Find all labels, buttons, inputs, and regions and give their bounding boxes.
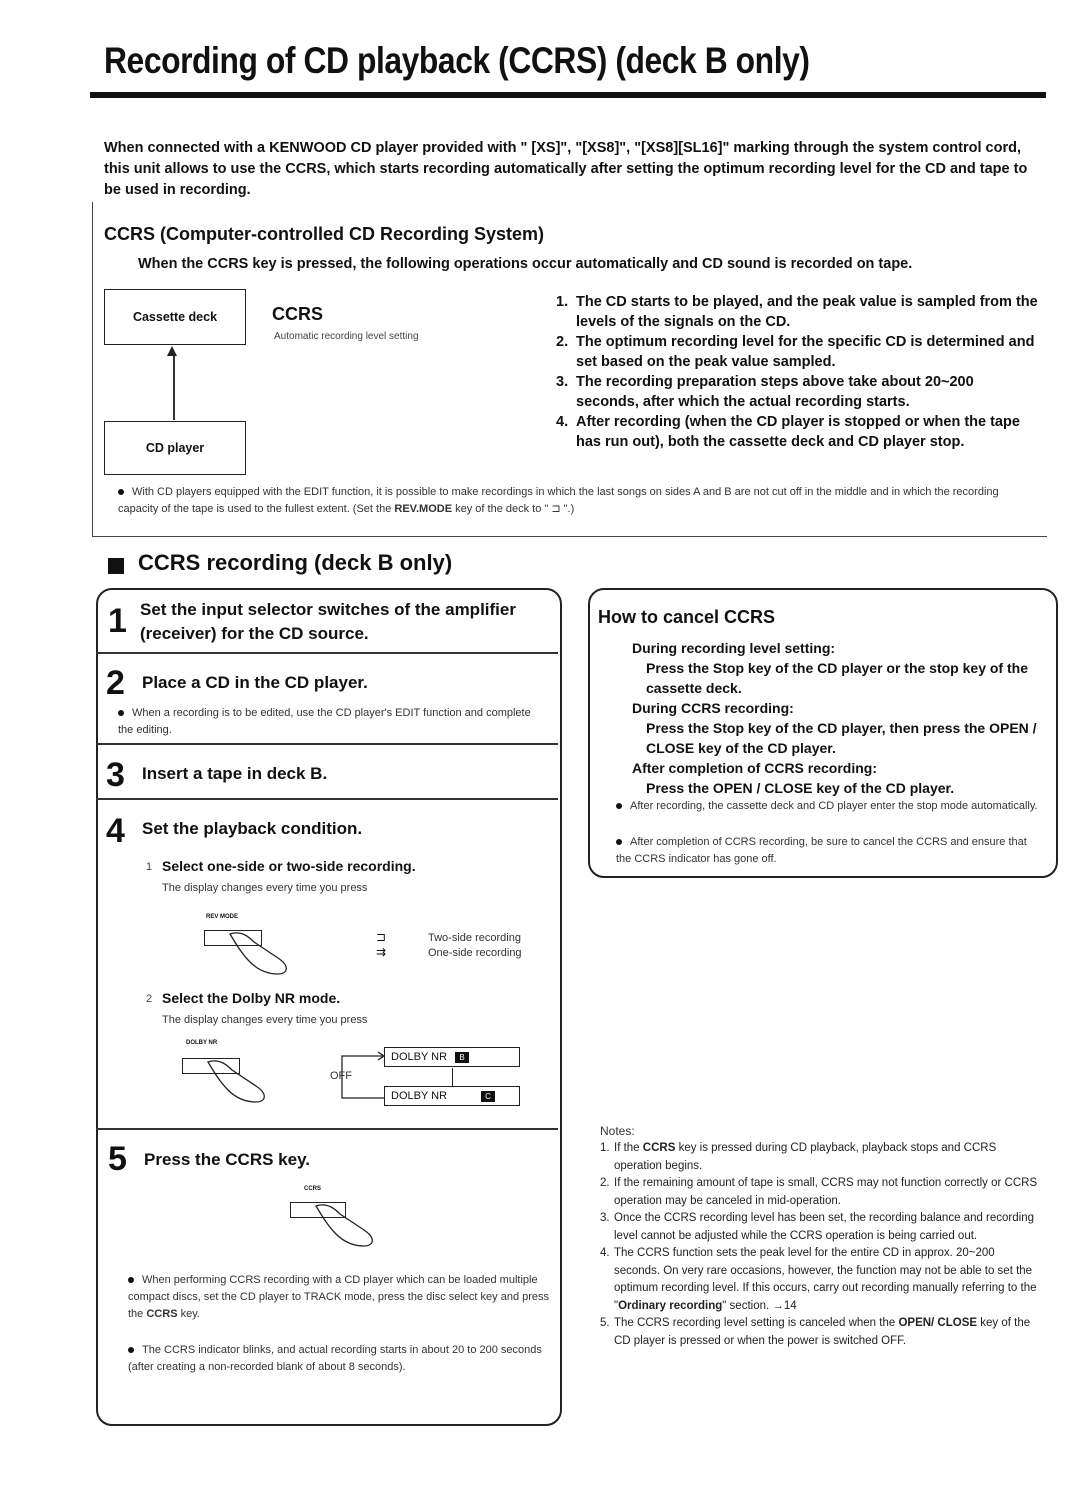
substep-2-text: Select the Dolby NR mode. xyxy=(162,990,341,1006)
dolby-off-label: OFF xyxy=(330,1070,352,1082)
step-4-text: Set the playback condition. xyxy=(142,819,363,838)
note-item: 1. If the CCRS key is pressed during CD playback, playback stops and CCRS operation begins. xyxy=(600,1142,997,1172)
step-3-number: 3 xyxy=(106,756,125,794)
substep-2-note: The display changes every time you press xyxy=(162,1014,368,1026)
intro-text: When connected with a KENWOOD CD player provided with " [XS]", "[XS8]", "[XS8][SL16]" marking through the system control cord, this unit allows to use the CCRS, which starts recording automatically after setting the optimum recording level for the CD and tape to be used in recording. xyxy=(104,140,1028,198)
cd-player-box xyxy=(104,421,246,475)
bullet-icon xyxy=(118,489,124,495)
bullet-icon xyxy=(616,803,622,809)
ccrs-step: 2. The optimum recording level for the specific CD is determined and set based on the peak value sampled. xyxy=(556,334,1035,370)
one-side-symbol: ⇉ xyxy=(376,945,387,959)
cancel-heading-3: After completion of CCRS recording: xyxy=(632,760,878,776)
ccrs-key-label: CCRS xyxy=(304,1186,322,1192)
one-side-label: One-side recording xyxy=(428,947,522,959)
ccrs-step: 1. The CD starts to be played, and the peak value is sampled from the levels of the signals on the CD. xyxy=(556,294,1038,330)
display-connector xyxy=(452,1068,453,1086)
pressing-hand-icon xyxy=(206,1056,276,1104)
note-item: 3. Once the CCRS recording level has been set, the recording balance and recording level cannot be adjusted while the CCRS operation is being carried out. xyxy=(600,1212,1034,1242)
two-side-symbol: ⊐ xyxy=(376,930,387,944)
step-5-number: 5 xyxy=(108,1140,127,1178)
ccrs-subheading: When the CCRS key is pressed, the following operations occur automatically and CD sound is recorded on tape. xyxy=(138,256,913,272)
step-5-note-1: When performing CCRS recording with a CD player which can be loaded multiple compact discs, set the CD player to TRACK mode, press the disc select key and press the CCRS key. xyxy=(128,1274,550,1320)
note-item: 4. The CCRS function sets the peak level for the entire CD in approx. 20~200 seconds. On very rare occasions, however, the function may not be able to set the optimum recording level. If this occurs, carry out recording manually referring to the "Ordinary recording" section. →14 xyxy=(600,1247,1037,1312)
note-item: 5. The CCRS recording level setting is canceled when the OPEN/ CLOSE key of the CD player is pressed or when the power is switched OFF. xyxy=(600,1317,1031,1347)
bullet-icon xyxy=(128,1277,134,1283)
step-divider xyxy=(96,1128,558,1130)
step-divider xyxy=(96,798,558,800)
ccrs-steps-list xyxy=(556,292,1040,452)
notes-list xyxy=(598,1140,1040,1350)
note-item: 2. If the remaining amount of tape is small, CCRS may not function correctly or CCRS operation may be canceled in mid-operation. xyxy=(600,1177,1038,1207)
cancel-text-1: Press the Stop key of the CD player or the stop key of the cassette deck. xyxy=(646,660,1028,696)
bullet-icon xyxy=(616,839,622,845)
dolby-b-indicator: B xyxy=(455,1052,469,1063)
substep-2-number: 2 xyxy=(146,993,153,1005)
cassette-deck-label: Cassette deck xyxy=(132,310,218,324)
cancel-bullet-2: After completion of CCRS recording, be sure to cancel the CCRS and ensure that the CCRS indicator has gone off. xyxy=(616,836,1027,865)
dolby-b-display: DOLBY NR B xyxy=(384,1047,520,1067)
rev-mode-key-label: REV MODE xyxy=(206,914,239,920)
section-marker-icon xyxy=(108,558,124,574)
cancel-title: How to cancel CCRS xyxy=(598,607,776,627)
ccrs-heading: CCRS (Computer-controlled CD Recording System) xyxy=(104,224,545,244)
bullet-icon xyxy=(118,710,124,716)
pressing-hand-icon xyxy=(314,1200,384,1248)
substep-1-number: 1 xyxy=(146,861,153,873)
arrow-up-icon xyxy=(167,346,177,356)
step-2-note: When a recording is to be edited, use the CD player's EDIT function and complete the editing. xyxy=(118,707,531,736)
dolby-c-indicator: C xyxy=(481,1091,495,1102)
two-side-label: Two-side recording xyxy=(428,932,521,944)
cancel-bullet-1: After recording, the cassette deck and CD player enter the stop mode automatically. xyxy=(616,798,1042,815)
notes-heading: Notes: xyxy=(600,1124,635,1138)
step-4-number: 4 xyxy=(106,812,125,850)
dolby-key-label: DOLBY NR xyxy=(186,1040,218,1046)
step-divider xyxy=(96,652,558,654)
cancel-heading-1: During recording level setting: xyxy=(632,640,836,656)
step-divider xyxy=(96,743,558,745)
cancel-text-3: Press the OPEN / CLOSE key of the CD player. xyxy=(646,780,955,796)
step-5-text: Press the CCRS key. xyxy=(144,1150,310,1169)
page-title: Recording of CD playback (CCRS) (deck B only) xyxy=(104,40,810,81)
step-3-text: Insert a tape in deck B. xyxy=(142,764,328,783)
connection-line xyxy=(173,356,175,420)
title-rule xyxy=(90,92,1046,98)
substep-1-note: The display changes every time you press xyxy=(162,882,368,894)
substep-1-text: Select one-side or two-side recording. xyxy=(162,858,416,874)
step-5-note-2: The CCRS indicator blinks, and actual recording starts in about 20 to 200 seconds (after creating a non-recorded blank of about 8 seconds). xyxy=(128,1344,542,1373)
cancel-text-2: Press the Stop key of the CD player, then press the OPEN / CLOSE key of the CD player. xyxy=(646,720,1037,756)
cd-player-label: CD player xyxy=(145,441,205,455)
cancel-heading-2: During CCRS recording: xyxy=(632,700,794,716)
ccrs-step: 4. After recording (when the CD player is stopped or when the tape has run out), both the cassette deck and CD player stop. xyxy=(556,414,1020,450)
ccrs-step: 3. The recording preparation steps above take about 20~200 seconds, after which the actual recording starts. xyxy=(556,374,974,410)
step-1-number: 1 xyxy=(108,602,127,640)
bullet-icon xyxy=(128,1347,134,1353)
step-2-number: 2 xyxy=(106,664,125,702)
ccrs-diagram-label: CCRS xyxy=(272,304,324,324)
step-2-text: Place a CD in the CD player. xyxy=(142,673,368,692)
step-1-text: Set the input selector switches of the amplifier (receiver) for the CD source. xyxy=(140,600,516,643)
ccrs-diagram-sublabel: Automatic recording level setting xyxy=(274,331,419,342)
cassette-deck-box xyxy=(104,289,246,345)
edit-function-note: With CD players equipped with the EDIT function, it is possible to make recordings in which the last songs on sides A and B are not cut off in the middle and in which the recording capacity of the tape is used to the fullest extent. (Set the REV.MODE key of the deck to " ⊐ ".) xyxy=(118,486,999,515)
dolby-c-display: DOLBY NR C xyxy=(384,1086,520,1106)
pressing-hand-icon xyxy=(228,928,298,976)
section-title: CCRS recording (deck B only) xyxy=(138,550,453,575)
